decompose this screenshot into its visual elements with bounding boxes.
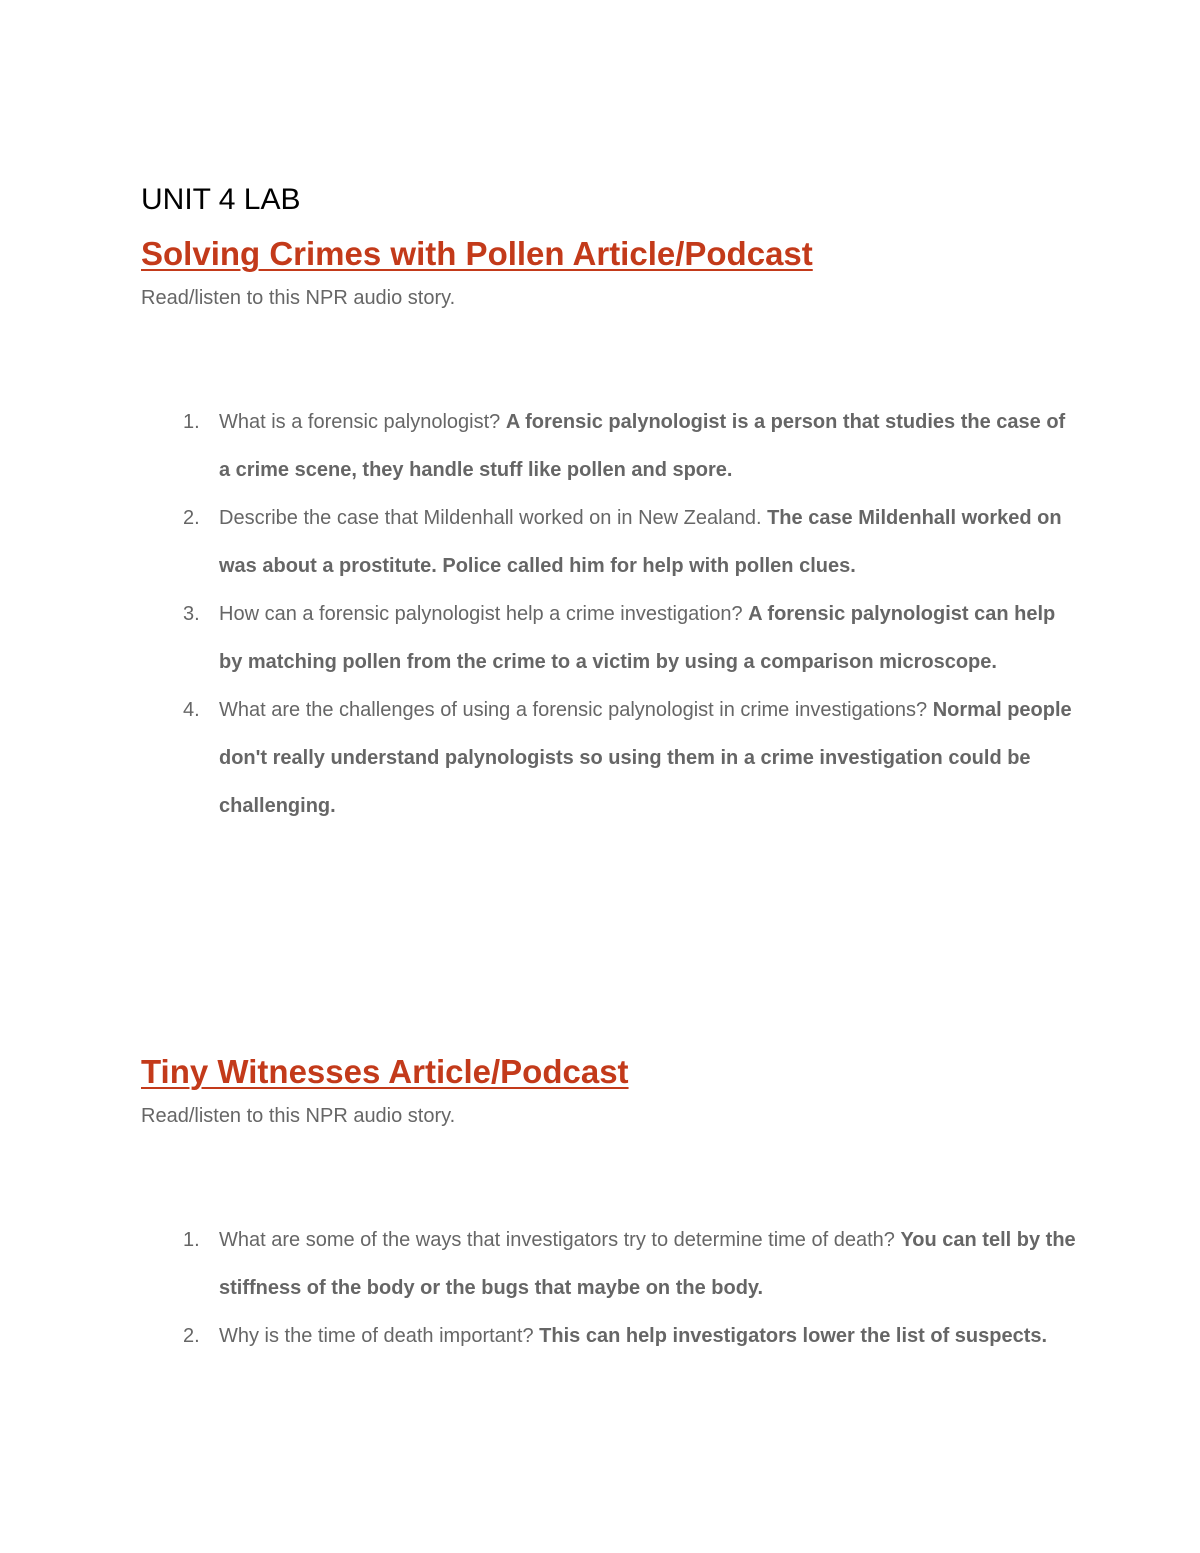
- answer-text: This can help investigators lower the list of suspects.: [539, 1325, 1048, 1347]
- section-2-question-list: [0, 1216, 1079, 1360]
- section-1-title-link[interactable]: Solving Crimes with Pollen Article/Podcast: [141, 235, 813, 272]
- question-text: What is a forensic palynologist?: [219, 411, 506, 433]
- question-text: What are the challenges of using a forensic palynologist in crime investigations?: [219, 699, 933, 721]
- answer-text: A forensic palynologist can help by matching pollen from the crime to a victim by using a comparison microscope.: [219, 603, 1056, 673]
- answer-text: A forensic palynologist is a person that studies the case of a crime scene, they handle stuff like pollen and spore.: [219, 411, 1066, 481]
- section-2-intro: Read/listen to this NPR audio story.: [141, 1105, 456, 1127]
- list-number: 1.: [183, 411, 200, 433]
- list-number: 4.: [183, 699, 200, 721]
- list-item: [0, 686, 1079, 830]
- section-1-question-list: [0, 398, 1079, 830]
- section-1-intro: Read/listen to this NPR audio story.: [141, 287, 456, 309]
- question-text: Describe the case that Mildenhall worked on in New Zealand.: [219, 507, 768, 529]
- question-text: How can a forensic palynologist help a crime investigation?: [219, 603, 749, 625]
- section-2-title-link[interactable]: Tiny Witnesses Article/Podcast: [141, 1053, 629, 1090]
- list-number: 2.: [183, 507, 200, 529]
- list-number: 3.: [183, 603, 200, 625]
- list-number: 1.: [183, 1229, 200, 1251]
- question-text: What are some of the ways that investigators try to determine time of death?: [219, 1229, 901, 1251]
- answer-text: Normal people don't really understand palynologists so using them in a crime investigation could be challenging.: [219, 699, 1072, 817]
- list-item: [0, 590, 1079, 686]
- list-item: [0, 1312, 1079, 1360]
- question-text: Why is the time of death important?: [219, 1325, 540, 1347]
- answer-text: You can tell by the stiffness of the body or the bugs that maybe on the body.: [219, 1229, 1076, 1299]
- list-number: 2.: [183, 1325, 200, 1347]
- unit-title: UNIT 4 LAB: [141, 183, 301, 216]
- answer-text: The case Mildenhall worked on was about a prostitute. Police called him for help with pollen clues.: [219, 507, 1062, 577]
- list-item: [0, 494, 1079, 590]
- list-item: [0, 1216, 1079, 1312]
- list-item: [0, 398, 1079, 494]
